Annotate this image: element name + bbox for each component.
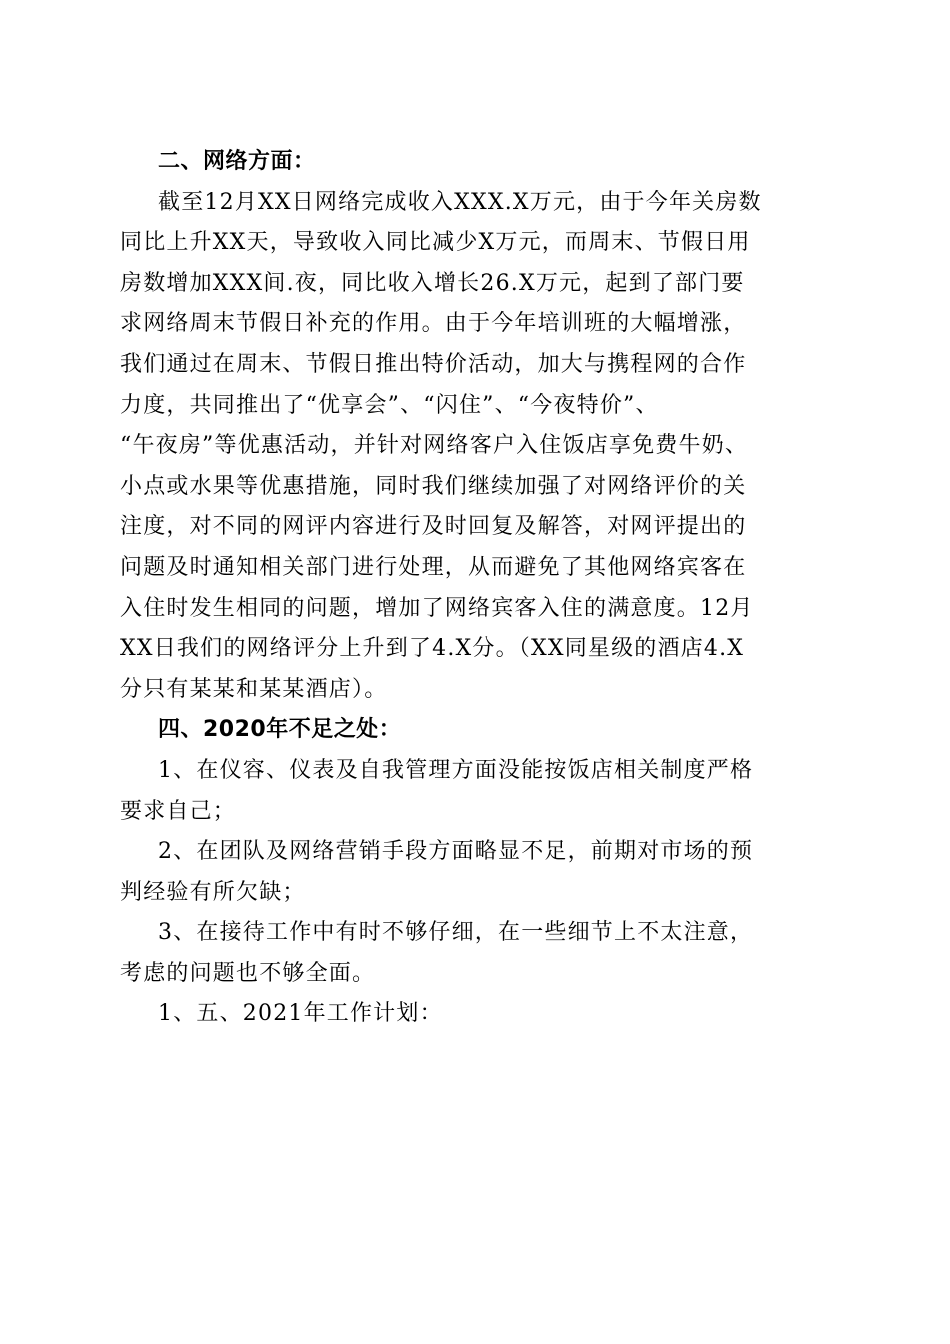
paragraph-line: 我们通过在周末、节假日推出特价活动，加大与携程网的合作 xyxy=(120,351,747,377)
paragraph-line: 3、在接待工作中有时不够仔细，在一些细节上不太注意， xyxy=(158,920,754,946)
paragraph-line: 判经验有所欠缺； xyxy=(120,879,306,905)
paragraph-line: 考虑的问题也不够全面。 xyxy=(120,960,376,986)
paragraph-line: 问题及时通知相关部门进行处理，从而避免了其他网络宾客在 xyxy=(120,554,747,580)
shortcoming-item-3 xyxy=(120,913,832,994)
paragraph-line: 分只有某某和某某酒店）。 xyxy=(120,676,388,702)
paragraph-line: 1、在仪容、仪表及自我管理方面没能按饭店相关制度严格 xyxy=(158,757,754,783)
shortcoming-item-1 xyxy=(120,751,832,832)
paragraph-line: 力度，共同推出了“优享会”、“闪住”、“今夜特价”、 xyxy=(120,392,659,418)
section-heading-shortcomings: 四、2020年不足之处： xyxy=(158,717,402,743)
paragraph-network xyxy=(120,183,832,711)
document-page xyxy=(120,142,832,1035)
paragraph-line: 要求自己； xyxy=(120,798,237,824)
paragraph-line: XX日我们的网络评分上升到了4.X分。（XX同星级的酒店4.X xyxy=(120,636,745,662)
paragraph-line: 小点或水果等优惠措施，同时我们继续加强了对网络评价的关 xyxy=(120,473,747,499)
section-heading-work-plan: 1、五、2021年工作计划： xyxy=(158,1001,443,1027)
paragraph-line: “午夜房”等优惠活动，并针对网络客户入住饭店享免费牛奶、 xyxy=(120,433,749,459)
paragraph-line: 注度，对不同的网评内容进行及时回复及解答，对网评提出的 xyxy=(120,514,747,540)
shortcoming-item-2 xyxy=(120,832,832,913)
paragraph-line: 房数增加XXX间.夜，同比收入增长26.X万元，起到了部门要 xyxy=(120,270,745,296)
paragraph-line: 求网络周末节假日补充的作用。由于今年培训班的大幅增涨， xyxy=(120,311,747,337)
paragraph-line: 入住时发生相同的问题，增加了网络宾客入住的满意度。12月 xyxy=(120,595,754,621)
paragraph-line: 截至12月XX日网络完成收入XXX.X万元，由于今年关房数 xyxy=(158,189,762,215)
section-heading-network: 二、网络方面： xyxy=(158,149,316,174)
paragraph-line: 2、在团队及网络营销手段方面略显不足，前期对市场的预 xyxy=(158,839,754,865)
paragraph-line: 同比上升XX天，导致收入同比减少X万元，而周末、节假日用 xyxy=(120,230,751,256)
